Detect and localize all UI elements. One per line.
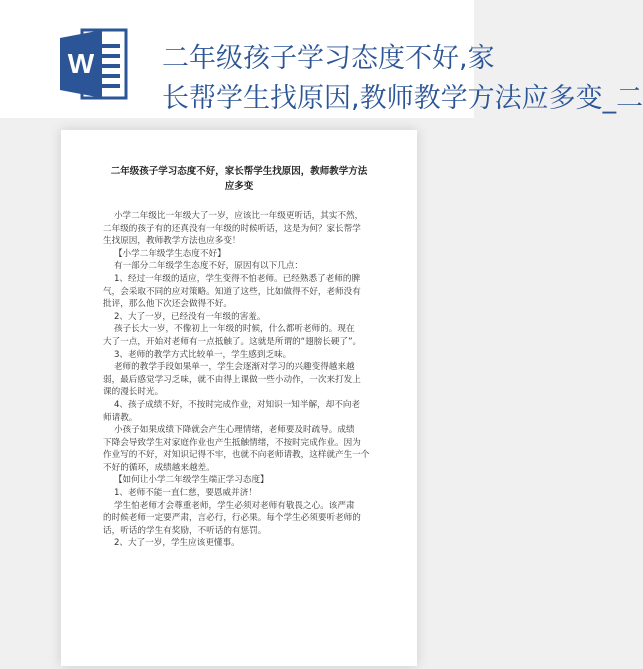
- paragraph: 【如何让小学二年级学生端正学习态度】: [103, 475, 269, 486]
- paragraph: 老师的教学手段如果单一，学生会逐渐对学习的兴趣变得越来越 弱，最后感觉学习乏味，就不由得上课做一些小动作，一次来打发上 课的漫长时光。: [103, 362, 361, 398]
- logo-letter: W: [67, 48, 95, 79]
- document-title: 二年级孩子学习态度不好，家长帮学生找原因，教师教学方法 应多变: [110, 166, 368, 192]
- paragraph: 2、大了一岁，已经没有一年级的害羞。: [103, 311, 266, 322]
- paragraph: 2、大了一岁，学生应该更懂事。: [103, 538, 240, 549]
- paragraph: 学生怕老师才会尊重老师，学生必须对老师有敬畏之心。该严肃 的时候老师一定要严肃，言必行，行必果。每个学生必须要听老师的 话，听话的学生有奖励，不听话的有惩罚。: [103, 500, 361, 536]
- word-document-icon: [58, 24, 130, 104]
- paragraph: 有一部分二年级学生态度不好，原因有以下几点：: [103, 261, 304, 272]
- document-page: [61, 130, 417, 666]
- paragraph: 孩子长大一岁，不像初上一年级的时候，什么都听老师的。现在 大了一点，开始对老师有一点抵触了。这就是所谓的“翅膀长硬了”。: [103, 324, 362, 347]
- paragraph: 【小学二年级学生态度不好】: [103, 248, 226, 259]
- paragraph: 小学二年级比一年级大了一岁，应该比一年级更听话，其实不然， 二年级的孩子有的还真没有一年级的时候听话，这是为何？家长帮学 生找原因，教师教学方法也应多变！: [103, 211, 364, 247]
- paragraph: 1、老师不能一直仁慈，要恩威并济！: [103, 488, 257, 499]
- banner-header: [0, 0, 643, 118]
- paragraph: 4、孩子成绩不好，不按时完成作业，对知识一知半解，却不向老 师请教。: [103, 399, 361, 423]
- page-title-line-2: 长帮学生找原因,教师教学方法应多变_二: [162, 83, 643, 114]
- paragraph: 小孩子如果成绩下降就会产生心理情绪，老师要及时疏导。成绩 下降会导致学生对家庭作业也产生抵触情绪，不按时完成作业。因为 作业写的不好，对知识记得不牢，也就不向老师请教，这样就产生一个 不好的循环，成绩越来越差。: [103, 425, 370, 473]
- page-title-line-1: 二年级孩子学习态度不好,家: [162, 43, 495, 74]
- document-body: [103, 210, 379, 550]
- paragraph: 1、经过一年级的适应，学生变得不怕老师。已经熟悉了老师的脾 气，会采取不同的应对策略。知道了这些，比如做得不好，老师没有 批评，那么他下次还会做得不好。: [103, 273, 361, 310]
- paragraph: 3、老师的教学方式比较单一，学生感到乏味。: [103, 349, 292, 360]
